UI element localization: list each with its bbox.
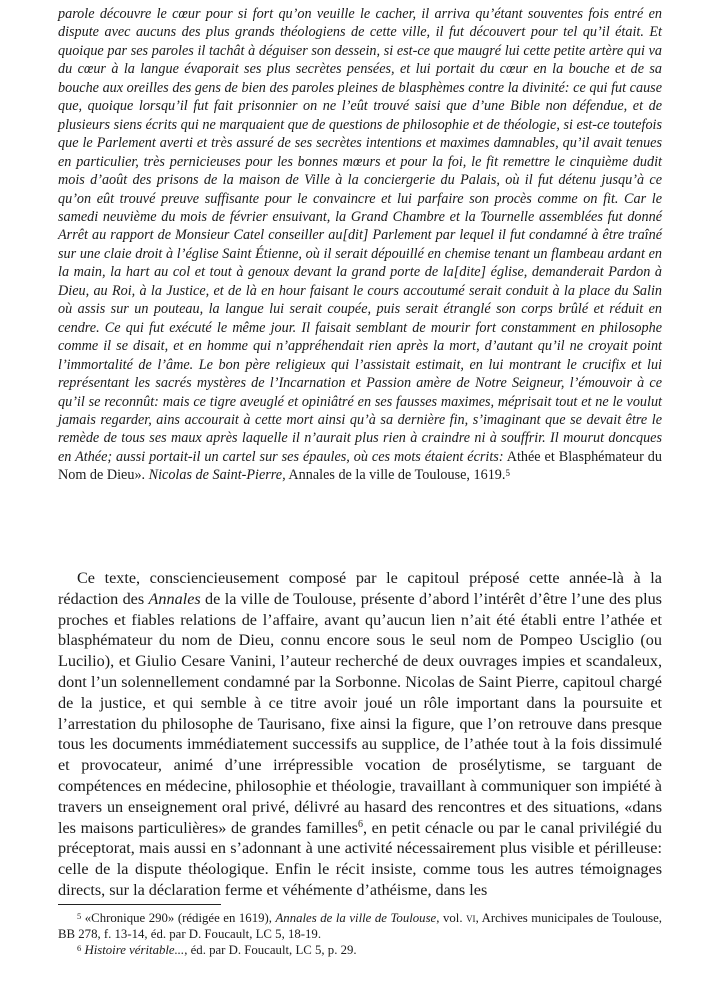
body-paragraph xyxy=(58,568,662,901)
footnotes xyxy=(58,910,662,959)
footnote-text: «Chronique 290» (rédigée en 1619), xyxy=(81,911,276,925)
quotation-source: Annales de la ville de Toulouse, xyxy=(285,467,474,484)
quotation-year: 1619. xyxy=(473,467,506,484)
footnote-ref-6[interactable]: 6 xyxy=(357,818,363,830)
body-italic-annales: Annales xyxy=(148,589,201,608)
footnote-text: , éd. par D. Foucault, LC 5, p. 29. xyxy=(184,943,357,958)
footnote-6 xyxy=(58,942,662,958)
cartel-inscription: Athée et Blasphémateur du Nom de Dieu». xyxy=(58,448,662,484)
body-text-segment: Ce texte, consciencieusement composé par le capitoul préposé cette année-là à la rédaction des xyxy=(58,569,662,608)
quotation-italic-text: parole découvre le cœur pour si fort qu’on veuille le cacher, il arriva qu’étant souventes fois entré en dispute avec aucuns des plus grands théologiens de cette ville, il fut découvert pour tel qu’il était. Et quoique par ses paroles il tachât à déguiser son dessein, si est-ce que maugré lui cette petite artère qui va du cœur à la langue évaporait ses plus secrètes pensées, et lui portait du cœur en la bouche et de sa bouche aux oreilles des gens de bien des paroles pleines de blasphèmes contre la divinité: ce qui fut cause que, quoique lorsqu’il fut fait prisonnier on ne l’eût trouvé saisi que d’une Bible non défendue, et de plusieurs siens écrits qui ne marquaient que de questions de philosophie et de théologie, si est-ce toutefois que le Parlement averti et très assuré de ses secrètes intentions et maximes damnables, qu’il avait tenues en particulier, très pernicieuses pour les bonnes mœurs et pour la foi, le fit remettre le cinquième dudit mois d’août des prisons de la maison de Ville à la conciergerie du Palais, où il fut détenu jusqu’à ce qu’on eût trouvé preuve suffisante pour le convaincre et lui parfaire son procès comme on fit. Car le samedi neuvième du mois de février ensuivant, la Grand Chambre et la Tournelle assemblées fut donné Arrêt au rapport de Monsieur Catel conseiller au[dit] Parlement par lequel il fut condamné à être traîné sur une claie droit à l’église Saint Étienne, où il serait dépouillé en chemise tenant un flambeau ardant en la main, la hart au col et tout à genoux devant la grand porte de la[dite] église, demanderait Pardon à Dieu, au Roi, à la Justice, et de là en hour faisant le cours accoutumé serait conduit à la place du Salin où assis sur un pouteau, la langue lui serait coupée, puis serait étranglé son corps brûlé et réduit en cendre. Ce qui fut exécuté le même jour. Il faisait semblant de mourir fort constamment en philosophe comme il se disait, et en homme qui n’appréhendait rien après la mort, d’autant qu’il ne croyait point l’immortalité de l’âme. Le bon père religieux qui l’assistait estimait, en lui montrant le crucifix et lui représentant les sacrés mystères de l’Incarnation et Passion amère de Notre Seigneur, l’émouvoir à ce qu’il se reconnût: mais ce tigre aveuglé et opiniâtré en ses fausses maximes, méprisait tout et ne le voulut jamais regarder, ains accourait à cette mort ainsi qu’à sa dernière fin, s’imaginant que se devait être le remède de tous ses maux après laquelle il n’aurait plus rien à craindre ni à souffrir. Il mourut doncques en Athée; aussi portait-il un cartel sur ses épaules, où ces mots étaient écrits: xyxy=(58,6,662,465)
footnote-volume: vi xyxy=(466,911,476,925)
body-text-segment: de la ville de Toulouse, présente d’abord l’intérêt d’être l’une des plus proches et fiables relations de l’affaire, avant qu’aucun lien n’ait été établi entre l’athée et blasphémateur du nom de Dieu, connu encore sous le seul nom de Pompeo Usciglio (ou Lucilio), et Giulio Cesare Vanini, l’auteur recherché de deux ouvrages impies et scandaleux, dont l’un solennellement condamné par la Sorbonne. Nicolas de Saint Pierre, capitoul chargé de la justice, et qui semble à ce titre avoir joué un rôle important dans la poursuite et l’arrestation du philosophe de Taurisano, fixe ainsi la figure, que l’on retrouve dans presque tous les documents immédiatement successifs au supplice, de l’athée tout à la fois dissimulé et provocateur, animé d’une irrépressible vocation de prosélytisme, se targuant de compétences en médecine, philosophie et théologie, travaillant à communiquer son impiété à travers un enseignement oral privé, délivré au hasard des rencontres et des situations, «dans les maisons particulières» de grandes familles xyxy=(58,589,662,837)
footnote-text: , vol. xyxy=(436,911,467,925)
footnote-5 xyxy=(58,910,662,942)
footnote-text: , Archives municipales de Toulouse, BB 278, f. 13-14, éd. par D. Foucault, LC 5, 18-19. xyxy=(58,911,662,942)
footnote-italic-title: Histoire véritable... xyxy=(84,943,185,958)
body-text-segment: , en petit cénacle ou par le canal privilégié du préceptorat, mais aussi en s’adonnant à une activité nécessairement plus visible et périlleuse: celle de la dispute théologique. Enfin le récit insiste, comme tous les autres témoignages directs, sur la déclaration ferme et véhémente d’athéisme, dans les xyxy=(58,818,662,899)
footnote-number: 5 xyxy=(77,911,82,921)
footnote-number: 6 xyxy=(77,943,82,954)
footnote-ref-5[interactable]: 5 xyxy=(505,468,510,479)
quotation-author: Nicolas de Saint-Pierre, xyxy=(145,467,286,484)
footnote-italic-title: Annales de la ville de Toulouse xyxy=(275,911,437,925)
footnote-separator xyxy=(58,904,221,905)
block-quotation xyxy=(58,5,662,485)
